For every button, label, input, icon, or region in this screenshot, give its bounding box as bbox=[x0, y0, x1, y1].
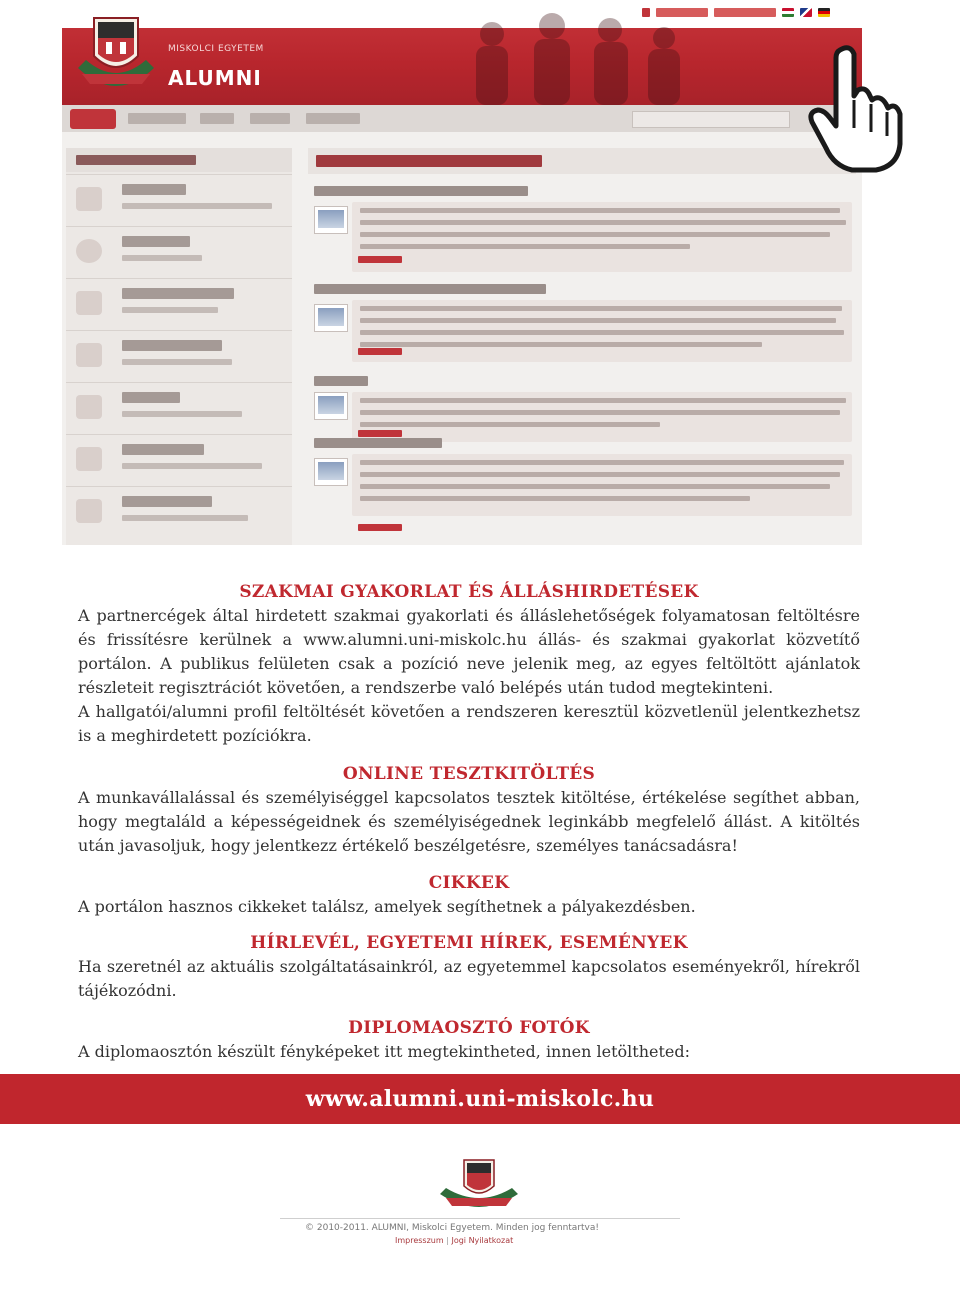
news-item bbox=[308, 438, 856, 538]
news-item-title bbox=[314, 438, 442, 448]
site-search-input[interactable] bbox=[632, 111, 790, 128]
read-more-link[interactable] bbox=[358, 348, 402, 355]
news-panel-title bbox=[316, 155, 542, 167]
top-links bbox=[642, 8, 830, 17]
sidebar-item-title bbox=[122, 340, 222, 351]
news-item-body bbox=[352, 392, 852, 442]
news-item-body bbox=[352, 454, 852, 516]
sidebar-item-online-tests[interactable] bbox=[66, 486, 292, 537]
user-news-panel bbox=[308, 148, 856, 545]
news-thumbnail-image bbox=[314, 458, 348, 486]
sidebar-item-subtitle bbox=[122, 307, 218, 313]
sidebar-item-title bbox=[122, 288, 234, 299]
portal-url-link[interactable]: www.alumni.uni-miskolc.hu bbox=[305, 1086, 655, 1112]
nav-item-home[interactable] bbox=[70, 109, 116, 129]
sidebar-item-title bbox=[122, 444, 204, 455]
sidebar-item-jobs[interactable] bbox=[66, 434, 292, 485]
graduates-silhouette-image bbox=[432, 4, 702, 105]
news-text-line bbox=[360, 318, 836, 323]
news-item-body bbox=[352, 300, 852, 362]
user-menu-title bbox=[76, 155, 196, 165]
section-paragraph: A portálon hasznos cikkeket találsz, amelyek segíthetnek a pályakezdésben. bbox=[78, 897, 696, 916]
news-item-title bbox=[314, 186, 528, 196]
document-icon bbox=[76, 343, 102, 367]
news-item bbox=[308, 376, 856, 438]
section-heading: ONLINE TESZTKITÖLTÉS bbox=[342, 764, 596, 784]
sidebar-item-profile[interactable] bbox=[66, 174, 292, 225]
user-menu-header bbox=[66, 148, 292, 172]
footer-link-imprint[interactable]: Impresszum bbox=[395, 1236, 444, 1245]
section-paragraph: A partnercégek által hirdetett szakmai gyakorlati és álláslehetőségek folyamatosan feltöltésre és frissítésre kerülnek a www.alumni.uni-miskolc.hu állás- és szakmai gyakorlat közvetítő portálon. A publikus felületen csak a pozíció neve jelenik meg, az egyes feltöltött ajánlatok részleteit regisztrációt követően, a rendszerbe való belépés után tudod megtekinteni. bbox=[78, 606, 860, 697]
news-item-title bbox=[314, 284, 546, 294]
news-text-line bbox=[360, 496, 750, 501]
checkbox-icon bbox=[76, 499, 102, 523]
workplace-icon bbox=[76, 447, 102, 471]
profile-icon bbox=[76, 187, 102, 211]
footer-crest-logo bbox=[436, 1158, 522, 1214]
nav-item-2[interactable] bbox=[128, 113, 186, 124]
section-heading: HÍRLEVÉL, EGYETEMI HÍREK, ESEMÉNYEK bbox=[250, 933, 688, 953]
news-item-title bbox=[314, 376, 368, 386]
read-more-link[interactable] bbox=[358, 524, 402, 531]
news-thumbnail-image bbox=[314, 392, 348, 420]
site-banner bbox=[62, 0, 862, 105]
top-link-icon bbox=[642, 8, 650, 17]
sidebar-item-applications[interactable] bbox=[66, 278, 292, 329]
news-thumbnail-image bbox=[314, 304, 348, 332]
university-name: MISKOLCI EGYETEM bbox=[168, 44, 264, 54]
english-flag-icon[interactable] bbox=[800, 8, 812, 17]
german-flag-icon[interactable] bbox=[818, 8, 830, 17]
read-more-link[interactable] bbox=[358, 430, 402, 437]
news-panel-header bbox=[308, 148, 856, 174]
section-paragraph: A diplomaosztón készült fényképeket itt megtekintheted, innen letöltheted: bbox=[78, 1042, 691, 1061]
user-menu-sidebar bbox=[66, 148, 292, 545]
sidebar-item-subtitle bbox=[122, 359, 232, 365]
news-text-line bbox=[360, 244, 690, 249]
section-paragraph: A hallgatói/alumni profil feltöltését követően a rendszeren keresztül közvetlenül jelentkezhetsz is a meghirdetett pozíciókra. bbox=[78, 702, 860, 745]
news-text-line bbox=[360, 330, 844, 335]
pointer-hand-icon bbox=[806, 44, 906, 174]
top-link-login[interactable] bbox=[656, 8, 708, 17]
section-online-tests bbox=[78, 762, 860, 858]
footer-links: Impresszum | Jogi Nyilatkozat bbox=[395, 1236, 514, 1245]
portal-name: ALUMNI bbox=[168, 66, 262, 90]
sidebar-item-title bbox=[122, 236, 190, 247]
sidebar-item-title bbox=[122, 496, 212, 507]
news-text-line bbox=[360, 460, 844, 465]
news-text-line bbox=[360, 472, 840, 477]
section-graduation-photos bbox=[78, 1016, 860, 1064]
news-item bbox=[308, 284, 856, 376]
sidebar-item-subtitle bbox=[122, 255, 202, 261]
sidebar-item-subtitle bbox=[122, 411, 242, 417]
main-nav bbox=[62, 105, 862, 132]
briefcase-icon bbox=[76, 291, 102, 315]
section-heading: SZAKMAI GYAKORLAT ÉS ÁLLÁSHIRDETÉSEK bbox=[239, 582, 699, 602]
footer-divider bbox=[280, 1218, 680, 1219]
website-screenshot bbox=[62, 0, 862, 545]
nav-item-3[interactable] bbox=[200, 113, 234, 124]
news-item-body bbox=[352, 202, 852, 272]
news-text-line bbox=[360, 484, 830, 489]
university-crest-logo bbox=[72, 8, 160, 100]
nav-item-5[interactable] bbox=[306, 113, 360, 124]
notification-icon bbox=[76, 239, 102, 263]
section-internships bbox=[78, 580, 860, 748]
section-articles bbox=[78, 871, 860, 919]
news-text-line bbox=[360, 220, 846, 225]
news-thumbnail-image bbox=[314, 206, 348, 234]
news-text-line bbox=[360, 232, 830, 237]
news-text-line bbox=[360, 306, 842, 311]
url-banner bbox=[0, 1074, 960, 1124]
sidebar-item-title bbox=[122, 184, 186, 195]
news-item bbox=[308, 186, 856, 278]
sidebar-item-title bbox=[122, 392, 180, 403]
sidebar-item-diplomas[interactable] bbox=[66, 382, 292, 433]
footer-copyright: © 2010-2011. ALUMNI, Miskolci Egyetem. Minden jog fenntartva! bbox=[305, 1223, 600, 1233]
sidebar-item-subtitle bbox=[122, 515, 248, 521]
footer-link-legal[interactable]: Jogi Nyilatkozat bbox=[451, 1236, 514, 1245]
news-text-line bbox=[360, 422, 660, 427]
top-link-register[interactable] bbox=[714, 8, 776, 17]
section-newsletter bbox=[78, 931, 860, 1003]
diploma-icon bbox=[76, 395, 102, 419]
read-more-link[interactable] bbox=[358, 256, 402, 263]
sidebar-item-subtitle bbox=[122, 463, 262, 469]
sidebar-item-subtitle bbox=[122, 203, 272, 209]
news-text-line bbox=[360, 398, 846, 403]
sidebar-item-notifications[interactable] bbox=[66, 226, 292, 277]
news-text-line bbox=[360, 208, 840, 213]
news-text-line bbox=[360, 342, 762, 347]
news-text-line bbox=[360, 410, 840, 415]
nav-item-4[interactable] bbox=[250, 113, 290, 124]
section-heading: CIKKEK bbox=[428, 873, 510, 893]
section-heading: DIPLOMAOSZTÓ FOTÓK bbox=[348, 1018, 590, 1038]
sidebar-item-documents[interactable] bbox=[66, 330, 292, 381]
hungarian-flag-icon[interactable] bbox=[782, 8, 794, 17]
section-paragraph: A munkavállalással és személyiséggel kapcsolatos tesztek kitöltése, értékelése segíthet abban, hogy megtaláld a képességeidnek és személyiségednek leginkább megfelelő állást. A kitöltés után javasoljuk, hogy jelentkezz értékelő beszélgetésre, személyes tanácsadásra! bbox=[78, 788, 860, 855]
section-paragraph: Ha szeretnél az aktuális szolgáltatásainkról, az egyetemmel kapcsolatos eseményekről, hírekről tájékozódni. bbox=[78, 957, 860, 1000]
